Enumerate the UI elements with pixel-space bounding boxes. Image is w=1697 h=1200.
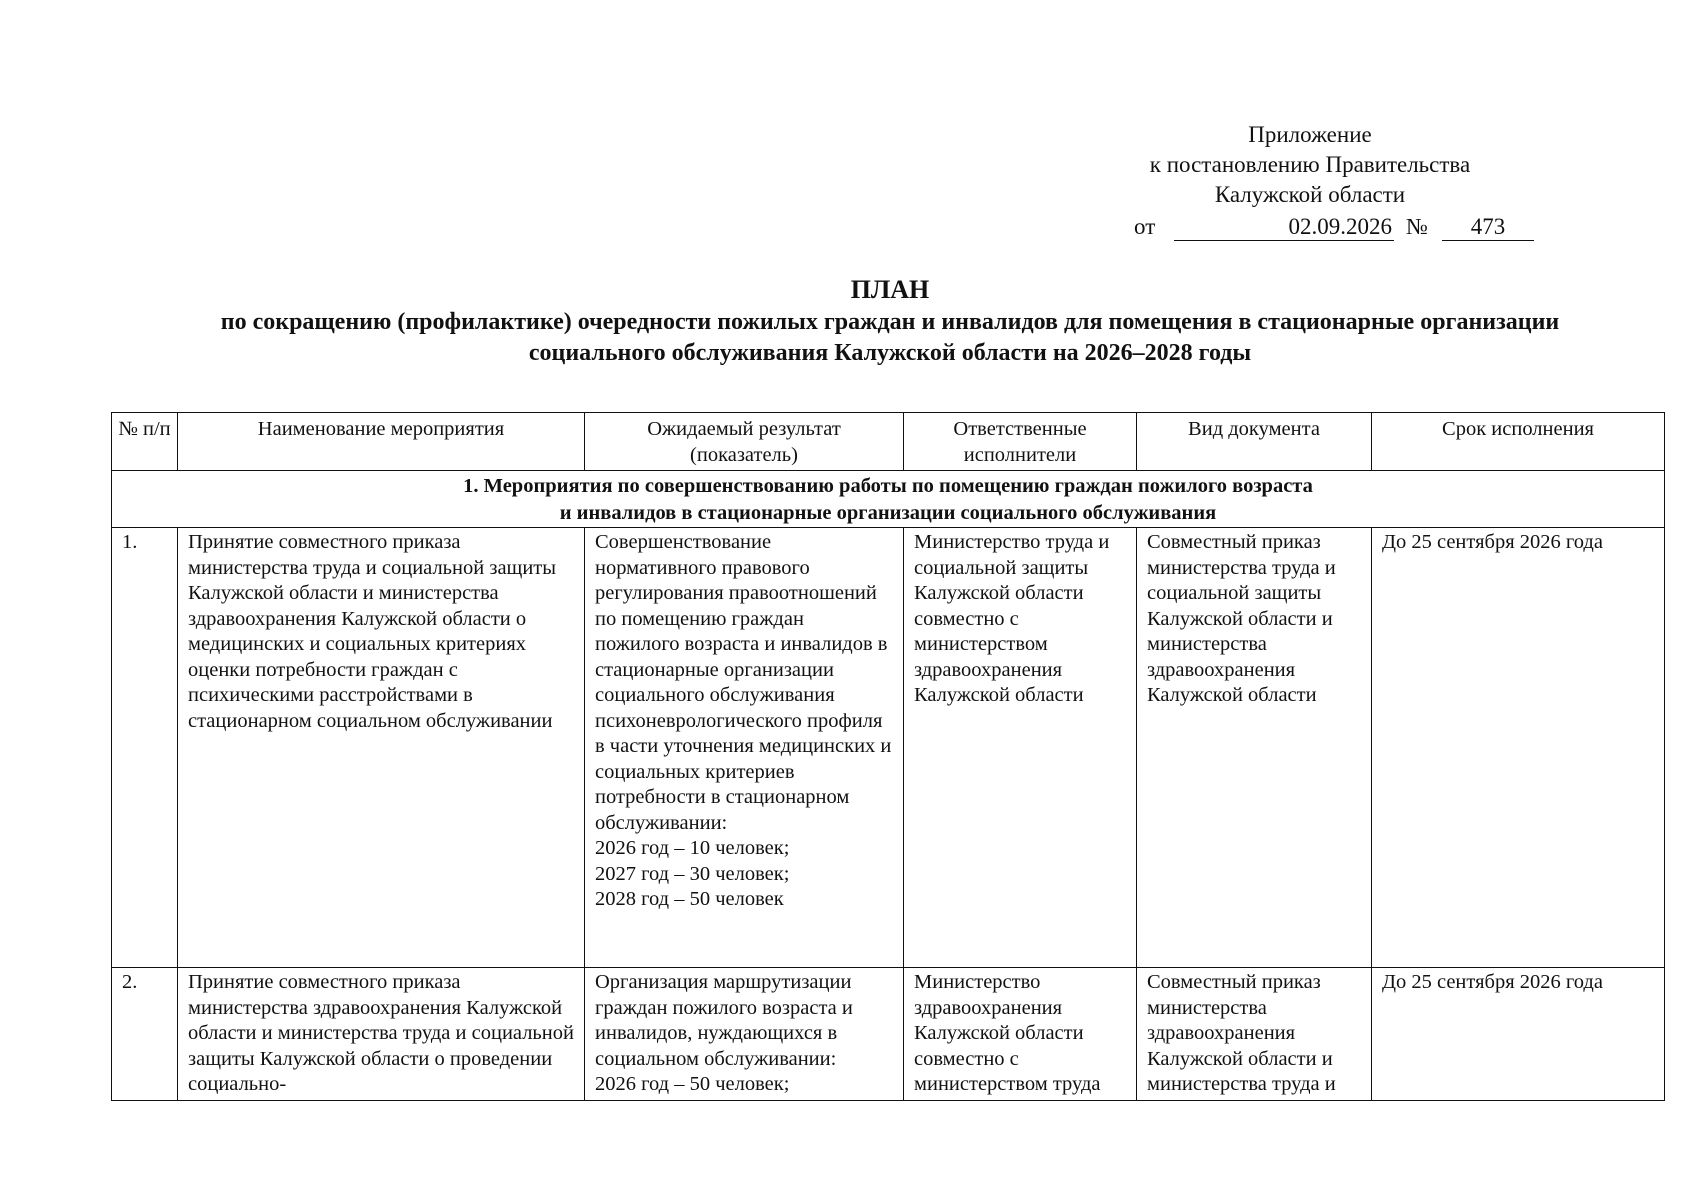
section-title-line: и инвалидов в стационарные организации социального обслуживания [559, 502, 1217, 524]
header-num: № п/п [112, 413, 178, 471]
result-year: 2028 год – 50 человек [595, 888, 784, 910]
header-result: Ожидаемый результат (показатель) [585, 413, 904, 471]
row-name: Принятие совместного приказа министерства здравоохранения Калужской области и министерства труда и социальной защиты Калужской области о проведении социально- [178, 968, 585, 1101]
date-prefix: от [1134, 214, 1156, 239]
appendix-block [1090, 120, 1530, 210]
row-deadline: До 25 сентября 2026 года [1372, 528, 1665, 968]
row-num: 2. [112, 968, 178, 1101]
row-result [585, 528, 904, 968]
header-name: Наименование мероприятия [178, 413, 585, 471]
result-year: 2026 год – 10 человек; [595, 837, 790, 859]
result-year: 2026 год – 50 человек; [595, 1073, 790, 1095]
header-deadline: Срок исполнения [1372, 413, 1665, 471]
header-responsible: Ответственные исполнители [904, 413, 1137, 471]
result-text: Организация маршрутизации граждан пожилого возраста и инвалидов, нуждающихся в социальном обслуживании: [595, 971, 853, 1070]
section-title-line: 1. Мероприятия по совершенствованию работы по помещению граждан пожилого возраста [463, 475, 1313, 497]
title-subtitle-cont: социального обслуживания Калужской области на 2026–2028 годы [528, 340, 1252, 366]
table-row [112, 528, 1665, 968]
row-num: 1. [112, 528, 178, 968]
header-doc: Вид документа [1137, 413, 1372, 471]
table-header-row [112, 413, 1665, 471]
resolution-date-row [1134, 214, 1554, 244]
row-doc: Совместный приказ министерства здравоохранения Калужской области и министерства труда и [1137, 968, 1372, 1101]
resolution-date: 02.09.2026 [1174, 214, 1394, 241]
appendix-line: к постановлению Правительства [1149, 152, 1471, 177]
table-row [112, 968, 1665, 1101]
section-row [112, 471, 1665, 528]
row-doc: Совместный приказ министерства труда и социальной защиты Калужской области и министерства здравоохранения Калужской области [1137, 528, 1372, 968]
row-name: Принятие совместного приказа министерства труда и социальной защиты Калужской области и министерства здравоохранения Калужской области о медицинских и социальных критериях оценки потребности граждан с психическими расстройствами в стационарном социальном обслуживании [178, 528, 585, 968]
appendix-line: Приложение [1248, 122, 1372, 147]
number-sign: № [1406, 214, 1428, 239]
plan-table [111, 412, 1665, 1101]
row-deadline: До 25 сентября 2026 года [1372, 968, 1665, 1101]
title-subtitle: по сокращению (профилактике) очередности пожилых граждан и инвалидов для помещения в стационарные организации [220, 309, 1560, 335]
appendix-line: Калужской области [1214, 182, 1406, 207]
row-responsible: Министерство труда и социальной защиты Калужской области совместно с министерством здравоохранения Калужской области [904, 528, 1137, 968]
title-plan: ПЛАН [850, 275, 930, 304]
result-year: 2027 год – 30 человек; [595, 862, 790, 885]
row-result [585, 968, 904, 1101]
section-title [112, 471, 1665, 528]
resolution-number: 473 [1442, 214, 1534, 241]
result-text: Совершенствование нормативного правового регулирования правоотношений по помещению граждан пожилого возраста и инвалидов в стационарные организации социального обслуживания психоневрологического профиля в части уточнения медицинских и социальных критериев потребности в стационарном обслуживании: [595, 531, 892, 834]
document-title [100, 274, 1680, 369]
row-responsible: Министерство здравоохранения Калужской области совместно с министерством труда [904, 968, 1137, 1101]
